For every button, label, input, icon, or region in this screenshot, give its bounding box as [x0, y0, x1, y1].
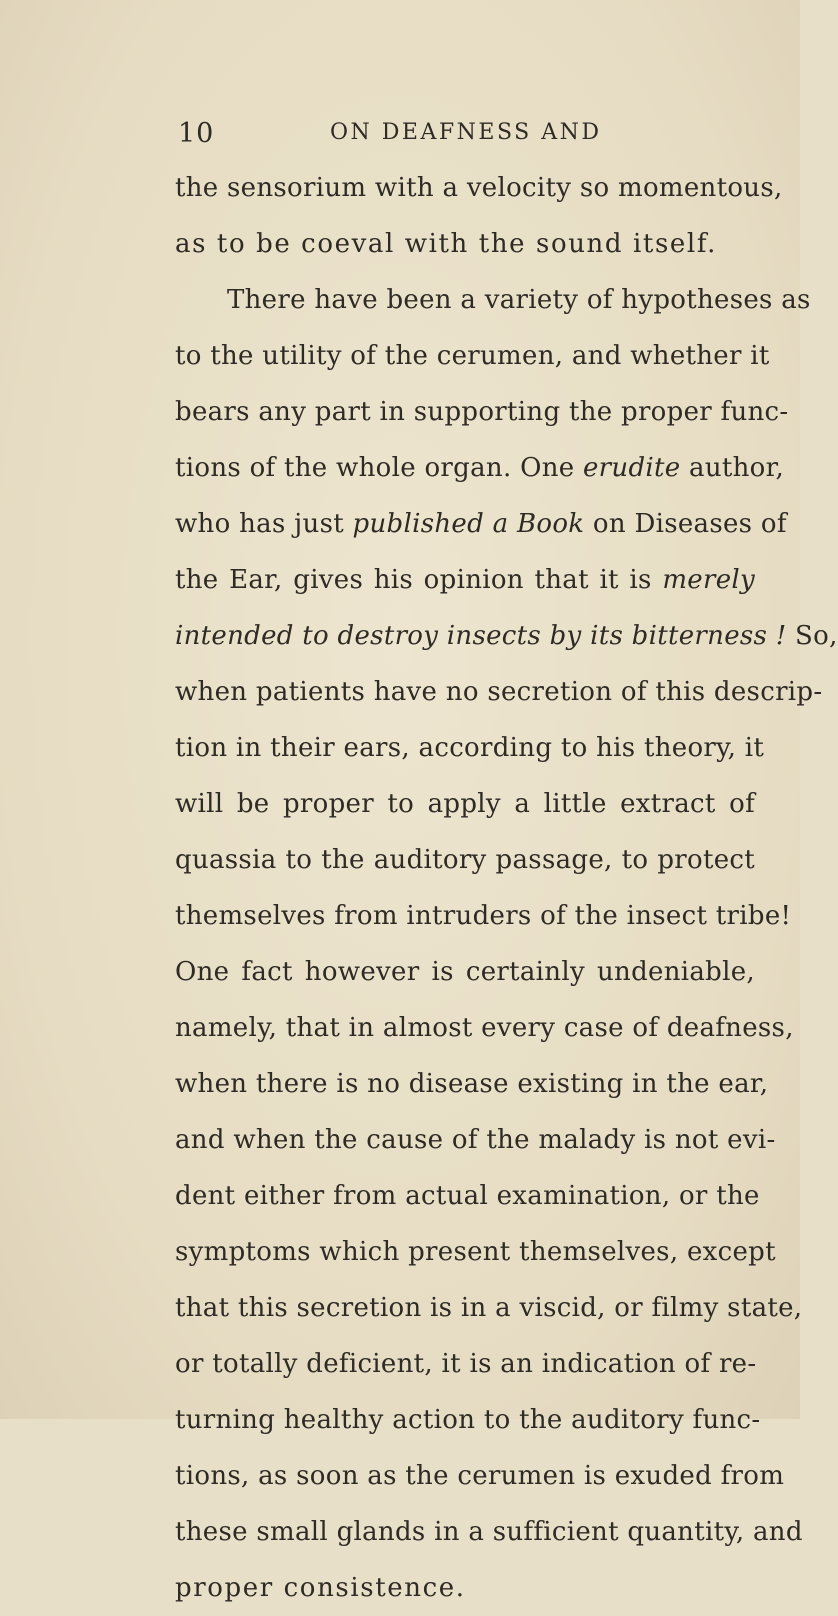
text-segment: the sensorium with a velocity so momentous,	[175, 173, 783, 203]
running-title: ON DEAFNESS AND	[330, 120, 602, 145]
text-segment: There have been a variety of hypotheses as	[227, 285, 811, 315]
text-segment: So,	[786, 621, 838, 651]
text-line	[175, 1000, 794, 1056]
text-line	[175, 1224, 776, 1280]
running-head	[0, 118, 800, 158]
text-segment: tions, as soon as the cerumen is exuded from	[175, 1461, 785, 1491]
italic-text: erudite	[583, 453, 681, 483]
text-segment: as to be coeval with the sound itself.	[175, 229, 717, 259]
italic-text: intended to destroy insects by its bitterness !	[175, 621, 787, 651]
italic-text: merely	[662, 565, 755, 595]
text-line	[175, 160, 783, 216]
text-segment: when there is no disease existing in the ear,	[175, 1069, 769, 1099]
text-segment: One fact however is certainly undeniable,	[175, 957, 755, 987]
text-segment: dent either from actual examination, or the	[175, 1181, 760, 1211]
text-line	[175, 944, 755, 1000]
text-segment: proper consistence.	[175, 1573, 466, 1603]
text-segment: will be proper to apply a little extract of	[175, 789, 755, 819]
text-line	[175, 496, 787, 552]
text-line	[175, 1392, 761, 1448]
text-segment: these small glands in a sufficient quantity, and	[175, 1517, 803, 1547]
text-segment: tion in their ears, according to his theory, it	[175, 733, 765, 763]
text-line	[175, 664, 823, 720]
text-segment: that this secretion is in a viscid, or filmy state,	[175, 1293, 803, 1323]
text-line	[175, 1112, 776, 1168]
text-line	[175, 1448, 785, 1504]
body-text	[175, 160, 838, 1616]
text-segment: who has just	[175, 509, 353, 539]
text-line	[175, 1280, 803, 1336]
text-line	[175, 1056, 769, 1112]
text-segment: or totally deficient, it is an indication of re-	[175, 1349, 757, 1379]
text-segment: themselves from intruders of the insect tribe!	[175, 901, 792, 931]
text-line	[175, 272, 811, 328]
text-segment: and when the cause of the malady is not evi-	[175, 1125, 776, 1155]
text-line	[175, 776, 755, 832]
text-segment: quassia to the auditory passage, to protect	[175, 845, 755, 875]
text-segment: tions of the whole organ. One	[175, 453, 583, 483]
text-line	[175, 1168, 760, 1224]
italic-text: published a Book	[352, 509, 585, 539]
text-line	[175, 720, 765, 776]
text-line	[175, 552, 755, 608]
text-line	[175, 328, 770, 384]
page-number: 10	[178, 118, 215, 149]
text-line	[175, 888, 792, 944]
text-segment: to the utility of the cerumen, and whether it	[175, 341, 770, 371]
text-line	[175, 832, 755, 888]
text-line	[175, 440, 785, 496]
text-line	[175, 608, 838, 664]
text-segment: turning healthy action to the auditory func-	[175, 1405, 761, 1435]
text-line	[175, 1504, 803, 1560]
text-segment: author,	[680, 453, 785, 483]
text-line	[175, 384, 789, 440]
text-line	[175, 216, 755, 272]
text-line	[175, 1336, 755, 1392]
text-segment: the Ear, gives his opinion that it is	[175, 565, 663, 595]
text-segment: when patients have no secretion of this descrip-	[175, 677, 823, 707]
text-segment: on Diseases of	[584, 509, 787, 539]
text-segment: bears any part in supporting the proper func-	[175, 397, 789, 427]
text-segment: symptoms which present themselves, except	[175, 1237, 776, 1267]
text-segment: namely, that in almost every case of deafness,	[175, 1013, 794, 1043]
text-line	[175, 1560, 755, 1616]
